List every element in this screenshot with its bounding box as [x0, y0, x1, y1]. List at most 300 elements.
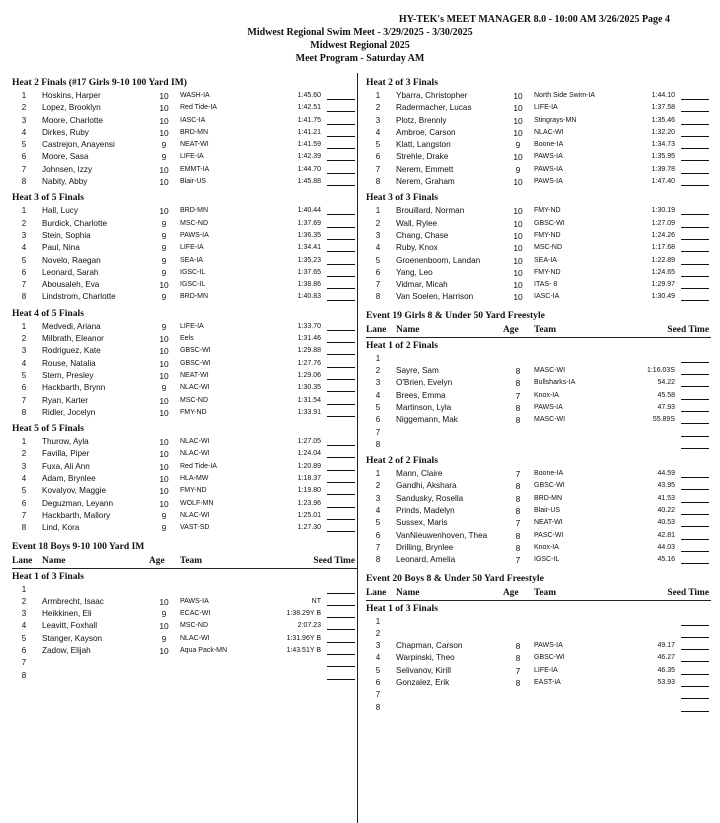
swimmer-name: Medvedi, Ariana	[42, 321, 101, 331]
lane-number: 4	[375, 243, 381, 253]
seed-time: 53.93	[657, 678, 675, 686]
lane-number: 4	[21, 127, 27, 137]
swimmer-name: Moore, Charlotte	[42, 115, 103, 125]
team-name: Boone-IA	[534, 141, 564, 149]
lane-number: 2	[21, 449, 27, 459]
result-blank-line	[681, 230, 709, 240]
swimmer-name: Hackbarth, Brynn	[42, 383, 106, 393]
result-blank-line	[327, 670, 355, 680]
lane-number: 2	[21, 334, 27, 344]
lane-number: 5	[21, 633, 27, 643]
entry-row	[366, 164, 711, 176]
swimmer-age: 10	[159, 334, 169, 345]
swimmer-name: Lopez, Brooklyn	[42, 103, 101, 113]
entry-row	[366, 151, 711, 163]
lane-number: 3	[375, 493, 381, 503]
swimmer-age: 9	[515, 140, 521, 151]
result-blank-line	[681, 439, 709, 449]
seed-time: 1:35.46	[651, 116, 675, 124]
entry-row	[366, 377, 711, 389]
swimmer-age: 8	[515, 653, 521, 664]
heat-title: Heat 3 of 3 Finals	[366, 192, 438, 204]
swimmer-age: 8	[515, 530, 521, 541]
team-name: North Side Swim-IA	[534, 92, 596, 99]
seed-time: 1:41.75	[297, 116, 321, 124]
swimmer-name: Selivanov, Kirill	[396, 665, 451, 675]
result-blank-line	[681, 291, 709, 301]
entry-row	[366, 353, 711, 365]
swimmer-age: 10	[159, 498, 169, 509]
result-blank-line	[327, 127, 355, 137]
lane-number: 8	[21, 177, 27, 187]
swimmer-name: Prinds, Madelyn	[396, 506, 455, 516]
swimmer-age: 10	[513, 103, 523, 114]
lane-number: 4	[375, 390, 381, 400]
seed-time: 49.17	[657, 642, 675, 650]
lane-number: 3	[21, 609, 27, 619]
swimmer-name: Favilla, Piper	[42, 449, 90, 459]
swimmer-age: 10	[513, 267, 523, 278]
result-blank-line	[327, 633, 355, 643]
team-name: Aqua Pack-MN	[180, 646, 228, 654]
swimmer-age: 10	[159, 346, 169, 357]
entry-row	[12, 151, 357, 163]
lane-number: 6	[21, 152, 27, 162]
result-blank-line	[327, 620, 355, 630]
heat-block	[12, 539, 357, 682]
meet-title: Midwest Regional Swim Meet - 3/29/2025 - 3/30/2025	[247, 27, 473, 38]
swimmer-age: 9	[161, 230, 167, 241]
entry-row	[366, 242, 711, 254]
team-name: NLAC-WI	[180, 450, 210, 458]
heat-block	[366, 73, 711, 188]
swimmer-age: 10	[513, 206, 523, 217]
col-seed-header: Seed Time	[667, 587, 709, 598]
swimmer-name: Johnsen, Izzy	[42, 164, 93, 174]
heat-title: Heat 1 of 3 Finals	[366, 602, 438, 614]
swimmer-age: 8	[515, 493, 521, 504]
lane-number: 7	[375, 690, 381, 700]
entry-row	[12, 645, 357, 657]
result-blank-line	[681, 218, 709, 228]
col-age-header: Age	[149, 555, 165, 566]
swimmer-name: Leonard, Sarah	[42, 267, 99, 277]
swimmer-age: 10	[159, 177, 169, 188]
seed-time: 1:30.19	[651, 207, 675, 215]
result-blank-line	[681, 480, 709, 490]
team-name: MSC-ND	[534, 244, 562, 252]
swimmer-name: Ruby, Knox	[396, 243, 438, 253]
lane-number: 5	[21, 140, 27, 150]
lane-number: 1	[375, 91, 381, 100]
swimmer-age: 10	[159, 449, 169, 460]
team-name: MSC-ND	[180, 622, 208, 630]
swimmer-name: Rodriguez, Kate	[42, 346, 101, 356]
seed-time: 1:37.69	[297, 219, 321, 227]
team-name: GBSC-WI	[534, 219, 565, 227]
entry-row	[12, 102, 357, 114]
seed-time: 1:35.23	[297, 256, 321, 264]
seed-time: 1:16.03S	[646, 367, 675, 375]
result-blank-line	[327, 645, 355, 655]
result-blank-line	[327, 333, 355, 343]
swimmer-age: 10	[159, 370, 169, 381]
swimmer-age: 7	[515, 469, 521, 480]
lane-number: 7	[21, 395, 27, 405]
lane-number: 1	[375, 353, 381, 363]
result-blank-line	[327, 510, 355, 520]
swimmer-age: 9	[161, 523, 167, 534]
result-blank-line	[327, 498, 355, 508]
lane-number: 7	[21, 164, 27, 174]
seed-time: 1:34.41	[297, 244, 321, 252]
seed-time: 1:44.70	[297, 165, 321, 173]
swimmer-name: Armbrecht, Isaac	[42, 596, 104, 606]
seed-time: 1:44.10	[651, 92, 675, 99]
swimmer-age: 10	[513, 127, 523, 138]
team-name: HLA-MW	[180, 475, 209, 483]
team-name: NEAT-WI	[180, 141, 209, 149]
result-blank-line	[681, 402, 709, 412]
entry-row	[366, 365, 711, 377]
result-blank-line	[327, 321, 355, 331]
team-name: Blair-US	[180, 178, 207, 186]
team-name: IGSC-IL	[180, 268, 206, 276]
swimmer-age: 8	[515, 415, 521, 426]
team-name: SEA-IA	[534, 256, 557, 264]
result-blank-line	[681, 468, 709, 478]
heat-title: Heat 1 of 3 Finals	[12, 570, 84, 582]
lane-number: 8	[375, 439, 381, 449]
entry-row	[366, 542, 711, 554]
event-title: Event 19 Girls 8 & Under 50 Yard Freestyle	[366, 309, 545, 321]
swimmer-name: Abousaleh, Eva	[42, 280, 100, 290]
result-blank-line	[327, 436, 355, 446]
lane-number: 7	[375, 427, 381, 437]
software-header: HY-TEK's MEET MANAGER 8.0 - 10:00 AM 3/26/2025 Page 4	[398, 14, 670, 25]
heat-title: Heat 1 of 2 Finals	[366, 339, 438, 351]
col-team-header: Team	[180, 555, 203, 566]
entry-row	[366, 468, 711, 480]
swimmer-age: 9	[161, 383, 167, 394]
swimmer-name: Stein, Sophia	[42, 230, 91, 240]
seed-time: 1:32.20	[651, 128, 675, 136]
result-blank-line	[681, 164, 709, 174]
entry-row	[12, 485, 357, 497]
lane-number: 3	[21, 115, 27, 125]
swimmer-name: Warpinski, Theo	[396, 653, 455, 663]
lane-number: 3	[375, 230, 381, 240]
seed-time: 1:47.40	[651, 178, 675, 186]
result-blank-line	[681, 640, 709, 650]
swimmer-age: 8	[515, 506, 521, 517]
result-blank-line	[681, 90, 709, 100]
result-blank-line	[681, 102, 709, 112]
seed-time: 46.35	[657, 666, 675, 674]
seed-time: 1:31.54	[297, 396, 321, 404]
swimmer-name: Mann, Claire	[396, 469, 443, 479]
swimmer-name: Gandhi, Akshara	[396, 481, 457, 491]
seed-time: 41.53	[657, 494, 675, 502]
swimmer-name: Paul, Nina	[42, 243, 80, 253]
seed-time: 1:27.05	[297, 438, 321, 446]
swimmer-age: 10	[513, 152, 523, 163]
seed-time: 1:39.78	[651, 165, 675, 173]
swimmer-age: 9	[161, 321, 167, 332]
entry-row	[12, 657, 357, 669]
swimmer-age: 10	[159, 127, 169, 138]
result-blank-line	[327, 291, 355, 301]
swimmer-name: Gonzalez, Erik	[396, 677, 450, 687]
entry-row	[12, 395, 357, 407]
col-lane-header: Lane	[12, 555, 33, 566]
seed-time: 1:20.89	[297, 462, 321, 470]
result-blank-line	[327, 345, 355, 355]
seed-time: 1:27.30	[297, 524, 321, 532]
swimmer-name: Klatt, Langston	[396, 140, 451, 150]
swimmer-age: 7	[515, 518, 521, 529]
result-blank-line	[681, 616, 709, 626]
result-blank-line	[681, 205, 709, 215]
seed-time: 1:24.65	[651, 268, 675, 276]
team-name: Knox-IA	[534, 543, 559, 551]
seed-time: 45.58	[657, 391, 675, 399]
entry-row	[12, 345, 357, 357]
entry-row	[366, 554, 711, 566]
team-name: WOLF-MN	[180, 499, 214, 507]
team-name: LIFE-IA	[180, 244, 204, 252]
swimmer-age: 9	[161, 510, 167, 521]
meet-subtitle: Midwest Regional 2025	[310, 40, 410, 51]
lane-number: 5	[375, 140, 381, 150]
seed-time: 1:45.88	[297, 178, 321, 186]
heat-block	[366, 188, 711, 303]
seed-time: 1:33.91	[297, 408, 321, 416]
swimmer-name: Lindstrom, Charlotte	[42, 292, 116, 302]
team-name: GBSC-WI	[534, 482, 565, 490]
swimmer-age: 10	[513, 280, 523, 291]
heat-title: Heat 2 of 2 Finals	[366, 455, 438, 467]
seed-time: 1:37.58	[651, 104, 675, 112]
swimmer-age: 9	[161, 140, 167, 151]
team-name: Boone-IA	[534, 470, 564, 478]
col-name-header: Name	[396, 324, 420, 335]
team-name: IASC-IA	[180, 116, 206, 124]
result-blank-line	[681, 628, 709, 638]
seed-time: 1:35.95	[651, 153, 675, 161]
column-header-row	[12, 554, 357, 569]
result-blank-line	[681, 390, 709, 400]
seed-time: 1:29.88	[297, 347, 321, 355]
result-blank-line	[327, 102, 355, 112]
entry-row	[12, 218, 357, 230]
result-blank-line	[681, 267, 709, 277]
entry-row	[366, 218, 711, 230]
swimmer-name: Strehle, Drake	[396, 152, 449, 162]
entry-row	[366, 628, 711, 640]
swimmer-age: 10	[159, 645, 169, 656]
swimmer-age: 7	[515, 665, 521, 676]
lane-number: 3	[21, 346, 27, 356]
swimmer-age: 8	[515, 366, 521, 377]
heat-block	[366, 571, 711, 714]
seed-time: 1:17.68	[651, 244, 675, 252]
swimmer-age: 10	[159, 164, 169, 175]
seed-time: 2:07.23	[297, 622, 321, 630]
lane-number: 2	[21, 103, 27, 113]
swimmer-name: Nabity, Abby	[42, 177, 88, 187]
result-blank-line	[327, 255, 355, 265]
entry-row	[12, 498, 357, 510]
team-name: IGSC-IL	[534, 556, 560, 564]
entry-row	[12, 473, 357, 485]
lane-number: 7	[21, 658, 27, 668]
entry-row	[366, 493, 711, 505]
swimmer-age: 9	[161, 292, 167, 303]
col-name-header: Name	[42, 555, 66, 566]
entry-row	[12, 255, 357, 267]
result-blank-line	[327, 205, 355, 215]
team-name: FMY-ND	[180, 487, 207, 495]
swimmer-age: 9	[161, 609, 167, 620]
seed-time: 1:23.96	[297, 499, 321, 507]
entry-row	[12, 436, 357, 448]
seed-time: 1:37.65	[297, 268, 321, 276]
entry-row	[12, 176, 357, 188]
lane-number: 2	[375, 103, 381, 113]
lane-number: 8	[375, 292, 381, 302]
team-name: SEA-IA	[180, 256, 203, 264]
swimmer-name: Dirkes, Ruby	[42, 127, 89, 137]
team-name: MASC-WI	[534, 416, 566, 424]
event-title: Event 18 Boys 9-10 100 Yard IM	[12, 540, 145, 552]
result-blank-line	[327, 242, 355, 252]
swimmer-name: Ridler, Jocelyn	[42, 407, 96, 417]
swimmer-age: 9	[161, 243, 167, 254]
swimmer-age: 10	[159, 461, 169, 472]
result-blank-line	[327, 522, 355, 532]
result-blank-line	[681, 176, 709, 186]
team-name: PAWS-IA	[534, 153, 563, 161]
swimmer-name: Leonard, Amelia	[396, 555, 456, 565]
seed-time: 40.53	[657, 519, 675, 527]
result-blank-line	[327, 382, 355, 392]
left-column	[12, 73, 357, 682]
lane-number: 1	[21, 321, 27, 331]
column-header-row	[366, 323, 711, 338]
lane-number: 5	[375, 665, 381, 675]
lane-number: 4	[21, 358, 27, 368]
seed-time: 1:19.80	[297, 487, 321, 495]
seed-time: 1:22.89	[651, 256, 675, 264]
lane-number: 3	[375, 115, 381, 125]
heat-block	[366, 451, 711, 566]
entry-row	[12, 461, 357, 473]
swimmer-age: 10	[513, 243, 523, 254]
lane-number: 3	[375, 641, 381, 651]
team-name: FMY-ND	[180, 408, 207, 416]
lane-number: 4	[21, 621, 27, 631]
seed-time: 1:30.35	[297, 384, 321, 392]
seed-time: 1:41.59	[297, 141, 321, 149]
seed-time: 47.93	[657, 403, 675, 411]
team-name: Stingrays-MN	[534, 116, 577, 124]
seed-time: 1:31.46	[297, 335, 321, 343]
swimmer-age: 8	[515, 481, 521, 492]
swimmer-age: 8	[515, 677, 521, 688]
team-name: PAWS-IA	[180, 597, 209, 605]
entry-row	[366, 127, 711, 139]
swimmer-name: Heikkinen, Eli	[42, 609, 92, 619]
lane-number: 8	[21, 523, 27, 533]
swimmer-age: 9	[515, 164, 521, 175]
seed-time: 1:25.01	[297, 511, 321, 519]
result-blank-line	[681, 115, 709, 125]
result-blank-line	[681, 365, 709, 375]
seed-time: 1:45.60	[297, 92, 321, 99]
swimmer-age: 10	[159, 474, 169, 485]
lane-number: 8	[375, 177, 381, 187]
swimmer-name: Ambroe, Carson	[396, 127, 456, 137]
heat-title: Heat 2 of 3 Finals	[366, 77, 438, 88]
team-name: FMY-ND	[534, 231, 561, 239]
swimmer-name: Chang, Chase	[396, 230, 449, 240]
entry-row	[366, 176, 711, 188]
right-column	[366, 73, 711, 714]
entry-row	[12, 584, 357, 596]
swimmer-name: Stern, Presley	[42, 370, 94, 380]
seed-time: 46.27	[657, 654, 675, 662]
lane-number: 6	[375, 152, 381, 162]
swimmer-name: Rouse, Natalia	[42, 358, 96, 368]
heat-title: Heat 2 Finals (#17 Girls 9-10 100 Yard IM)	[12, 77, 187, 88]
team-name: Knox-IA	[534, 391, 559, 399]
lane-number: 5	[375, 402, 381, 412]
result-blank-line	[681, 427, 709, 437]
result-blank-line	[327, 279, 355, 289]
entry-row	[366, 505, 711, 517]
seed-time: 1:41.21	[297, 128, 321, 136]
seed-time: 1:18.37	[297, 475, 321, 483]
result-blank-line	[327, 358, 355, 368]
team-name: GBSC-WI	[180, 359, 211, 367]
lane-number: 3	[375, 378, 381, 388]
result-blank-line	[681, 554, 709, 564]
swimmer-name: Leavitt, Foxhall	[42, 621, 98, 631]
entry-row	[12, 127, 357, 139]
heat-block	[12, 304, 357, 419]
entry-row	[12, 115, 357, 127]
seed-time: 44.59	[657, 470, 675, 478]
seed-time: 1:38.86	[297, 281, 321, 289]
result-blank-line	[681, 127, 709, 137]
result-blank-line	[327, 164, 355, 174]
team-name: EMMT-IA	[180, 165, 210, 173]
swimmer-name: Stanger, Kayson	[42, 633, 103, 643]
col-lane-header: Lane	[366, 324, 387, 335]
entry-row	[12, 670, 357, 682]
heat-title: Heat 3 of 5 Finals	[12, 192, 84, 204]
lane-number: 6	[21, 383, 27, 393]
seed-time: 1:42.51	[297, 104, 321, 112]
swimmer-name: Sayre, Sam	[396, 366, 439, 376]
swimmer-age: 10	[513, 91, 523, 101]
entry-row	[12, 164, 357, 176]
result-blank-line	[327, 218, 355, 228]
entry-row	[12, 279, 357, 291]
entry-row	[12, 370, 357, 382]
swimmer-name: Yang, Leo	[396, 267, 433, 277]
